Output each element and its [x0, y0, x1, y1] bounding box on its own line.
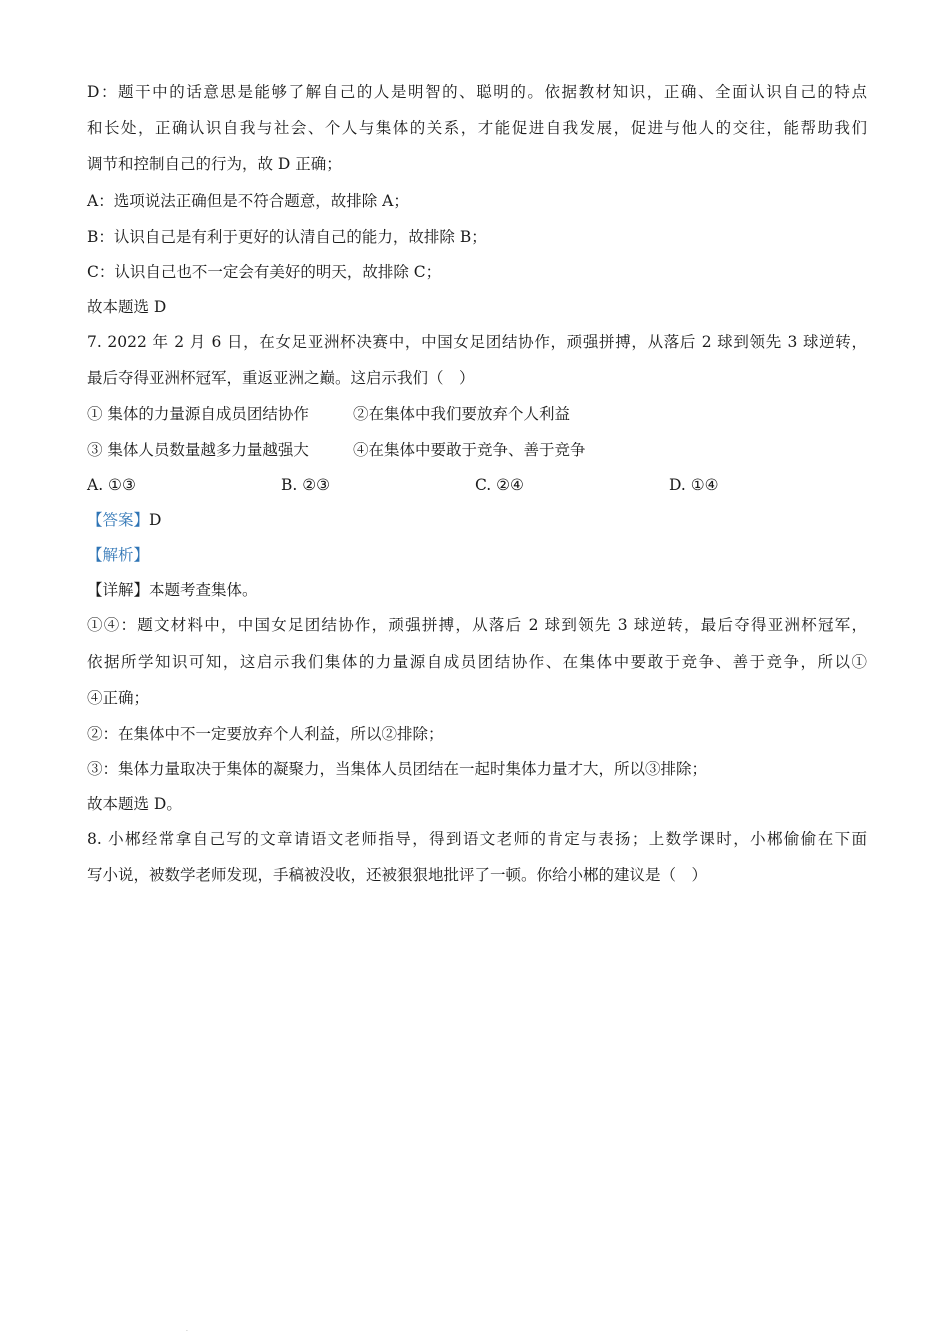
answer-tag: 【答案】 [87, 511, 150, 529]
q7-option-d: D. ①④ [669, 476, 719, 494]
q8-stem-line1: 8. 小郴经常拿自己写的文章请语文老师指导，得到语文老师的肯定与表扬；上数学课时，小郴偷偷在下面 [87, 830, 867, 848]
q6-analysis-d-line3: 调节和控制自己的行为，故 D 正确； [87, 155, 342, 173]
q7-option-b: B. ②③ [281, 476, 331, 494]
q7-statement-3: ③ 集体人员数量越多力量越强大 [87, 441, 309, 459]
q7-answer [87, 509, 867, 531]
q7-statement-1: ① 集体的力量源自成员团结协作 [87, 405, 309, 423]
q6-analysis-a-line: A：选项说法正确但是不符合题意，故排除 A； [87, 192, 409, 210]
q6-analysis-d-line2: 和长处，正确认识自我与社会、个人与集体的关系，才能促进自我发展，促进与他人的交往，能帮助我们 [87, 119, 867, 137]
answer-value: D [149, 511, 162, 529]
q6-conclusion: 故本题选 D [87, 298, 167, 316]
q6-analysis-c-line: C：认识自己也不一定会有美好的明天，故排除 C； [87, 263, 442, 281]
q7-detail: 【详解】本题考查集体。 [87, 581, 258, 599]
q6-analysis-b-line: B：认识自己是有利于更好的认清自己的能力，故排除 B； [87, 228, 487, 246]
q7-stem-line2: 最后夺得亚洲杯冠军，重返亚洲之巅。这启示我们（ ） [87, 369, 475, 387]
q7-stem-line1: 7. 2022 年 2 月 6 日，在女足亚洲杯决赛中，中国女足团结协作，顽强拼搏，从落后 2 球到领先 3 球逆转， [87, 333, 867, 351]
q7-explanation-1-line3: ④正确； [87, 689, 150, 707]
q7-statement-4: ④在集体中要敢于竞争、善于竞争 [353, 441, 586, 459]
q8-stem-line2: 写小说，被数学老师发现，手稿被没收，还被狠狠地批评了一顿。你给小郴的建议是（ ） [87, 866, 708, 884]
q7-analysis-tag: 【解析】 [87, 546, 150, 564]
q7-conclusion: 故本题选 D。 [87, 795, 182, 813]
q7-option-c: C. ②④ [475, 476, 524, 494]
q7-option-a: A. ①③ [87, 476, 136, 494]
q7-explanation-1-line2: 依据所学知识可知，这启示我们集体的力量源自成员团结协作、在集体中要敢于竞争、善于竞争，所以① [87, 653, 867, 671]
q7-explanation-2: ②：在集体中不一定要放弃个人利益，所以②排除； [87, 725, 444, 743]
q7-explanation-1-line1: ①④：题文材料中，中国女足团结协作，顽强拼搏，从落后 2 球到领先 3 球逆转，最后夺得亚洲杯冠军， [87, 616, 867, 634]
q6-analysis-d-line1: D：题干中的话意思是能够了解自己的人是明智的、聪明的。依据教材知识，正确、全面认识自己的特点 [87, 83, 867, 101]
q7-statement-2: ②在集体中我们要放弃个人利益 [353, 405, 571, 423]
q7-explanation-3: ③：集体力量取决于集体的凝聚力，当集体人员团结在一起时集体力量才大，所以③排除； [87, 760, 708, 778]
footer-dot: · [186, 1328, 188, 1335]
